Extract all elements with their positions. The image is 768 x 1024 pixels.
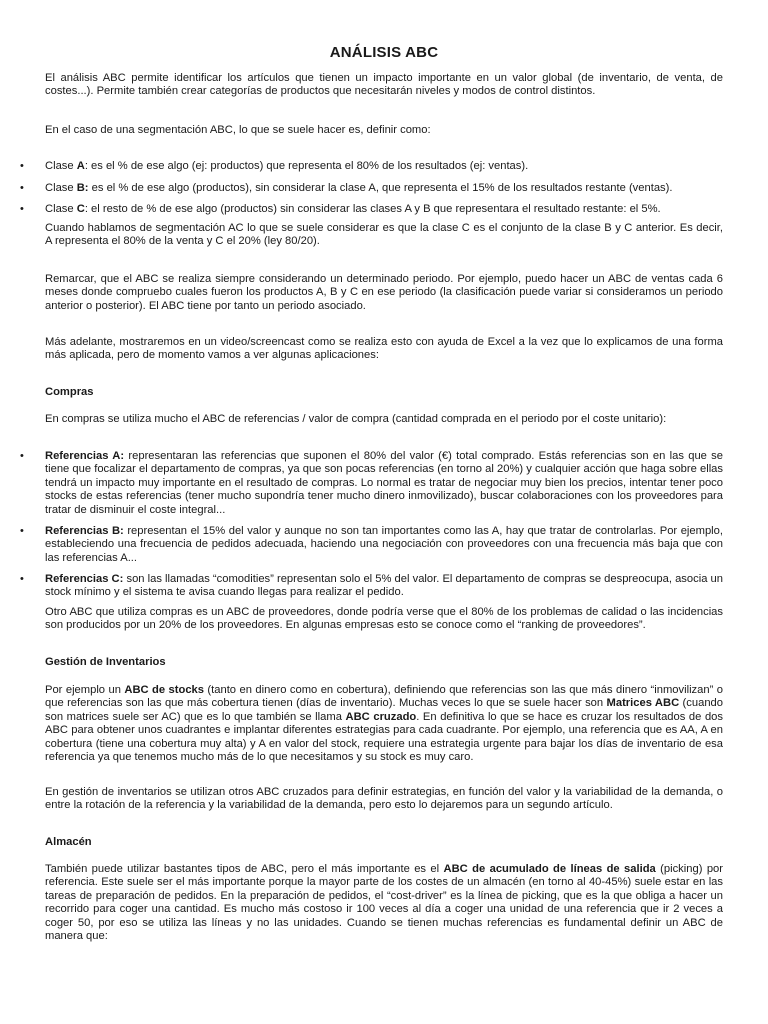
proveedores-paragraph: Otro ABC que utiliza compras es un ABC de proveedores, donde podría verse que el 80% de los problemas de calidad o las incidencias son producidos por un 20% de los proveedores. En algunas empresas esto se conoce como el “ranking de proveedores”. (45, 606, 723, 632)
stocks-text-4: . En definitiva lo que se hace es cruzar los resultados de dos ABC para obtener unos cuadrantes e implantar diferentes estrategias para cada cuadrante. Por ejemplo, una referencia que es AA, A en cobertura (tiene una cobertura muy alta) y A en valor del stock, requiere una estrategia urgente para bajar los días de inventario de esa referencia ya que tenemos mucho más de lo que necesitamos y su stock es muy caro. (45, 710, 723, 764)
clase-a-text: : es el % de ese algo (ej: productos) que representa el 80% de los resultados (ej: ventas). (84, 160, 529, 172)
cruzados-paragraph: En gestión de inventarios se utilizan otros ABC cruzados para definir estrategias, en función del valor y la variabilidad de la demanda, o entre la rotación de la referencia y la variabilidad de la demanda, pero esto lo dejaremos para un segundo artículo. (45, 786, 723, 812)
almacen-paragraph (45, 863, 723, 943)
video-paragraph: Más adelante, mostraremos en un video/screencast como se realiza esto con ayuda de Excel a la vez que lo explicamos de una forma más aplicada, pero de momento vamos a ver algunas aplicaciones: (45, 336, 723, 362)
bullet-icon: • (20, 182, 24, 194)
matrices-abc-term: Matrices ABC (606, 697, 680, 710)
referencias-c-item (45, 573, 723, 600)
abc-stocks-term: ABC de stocks (124, 684, 204, 696)
clase-b-prefix: Clase (45, 182, 77, 194)
section-heading-gestion-inventarios: Gestión de Inventarios (45, 656, 166, 668)
clase-b-item (45, 182, 723, 195)
segmentacion-ac-paragraph: Cuando hablamos de segmentación AC lo que se suele considerar es que la clase C es el conjunto de la clase B y C anterior. Es decir, A representa el 80% de la venta y C el 20% (ley 80/20). (45, 222, 723, 248)
clase-c-label: C (76, 203, 85, 215)
clase-b-text: es el % de ese algo (productos), sin considerar la clase A, que representa el 15% de los resultados restante (ventas). (88, 182, 673, 194)
bullet-icon: • (20, 525, 24, 537)
section-heading-almacen: Almacén (45, 836, 92, 848)
section-heading-compras: Compras (45, 386, 94, 398)
almacen-text-2: (picking) por referencia. Este suele ser el más importante porque la mayor parte de los costes de un almacén (en torno al 40-45%) suele estar en las tareas de preparación de pedidos. En la preparación de pedidos, el “cost-driver” es la línea de picking, que es la que obliga a hacer un recorrido para coger una cantidad. Es mucho más costoso ir 100 veces al día a coger una unidad de una referencia que ir 2 veces a coger 50, por eso se utiliza las líneas y no las unidades. Cuando se tienen muchas referencias es fundamental definir un ABC de manera que: (45, 863, 723, 943)
clase-c-prefix: Clase (45, 203, 77, 215)
clase-c-item (45, 203, 723, 216)
bullet-icon: • (20, 450, 24, 462)
document-title: ANÁLISIS ABC (329, 44, 439, 61)
compras-paragraph: En compras se utiliza mucho el ABC de referencias / valor de compra (cantidad comprada en el periodo por el coste unitario): (45, 413, 667, 425)
stocks-text-3: (cuando son matrices suele ser AC) que es lo que también se llama (45, 697, 723, 723)
stocks-text-1: Por ejemplo un (45, 684, 125, 696)
periodo-paragraph: Remarcar, que el ABC se realiza siempre considerando un determinado periodo. Por ejemplo, puedo hacer un ABC de ventas cada 6 meses donde compruebo cuales fueron los productos A, B y C en ese periodo (la clasificación puede variar si consideramos un periodo anterior o posterior). El ABC tiene por tanto un periodo asociado. (45, 273, 723, 312)
bullet-icon: • (20, 203, 24, 215)
referencias-b-text: representan el 15% del valor y aunque no son tan importantes como las A, hay que tratar de controlarlas. Por ejemplo, estableciendo una frecuencia de pedidos adecuada, haciendo una negociación con proveedores con una frecuencia más baja que con las referencias A... (45, 525, 723, 564)
abc-cruzado-term: ABC cruzado (345, 710, 417, 723)
referencias-a-text: representaran las referencias que suponen el 80% del valor (€) total comprado. Estás referencias son en las que se tiene que focalizar el departamento de compras, ya que son pocas referencias (en torno al 20%) y cualquier acción que haga sobre ellas tendrá un impacto muy importante en el resultado de compras. Lo normal es tratar de negociar muy bien los precios, intentar tener poco stocks de estas referencias (tener mucho supondría tener mucho dinero inmovilizado), buscar colaboraciones con los proveedores para tratar de disminuir el coste integral... (45, 450, 723, 516)
bullet-icon: • (20, 160, 24, 172)
referencias-a-item (45, 450, 723, 517)
stocks-text-2: (tanto en dinero como en cobertura), definiendo que referencias son las que más dinero “inmovilizan” o que referencias son las que más cobertura tienen (días de inventario). Muchas veces lo que se suele hacer son (45, 684, 723, 710)
clase-a-prefix: Clase (45, 160, 77, 172)
clase-c-text: : el resto de % de ese algo (productos) sin considerar las clases A y B que representara el resultado restante: el 5%. (84, 203, 661, 215)
referencias-b-label: Referencias B: (45, 525, 124, 537)
abc-lineas-salida-term: ABC de acumulado de líneas de salida (443, 863, 656, 875)
segmentation-paragraph: En el caso de una segmentación ABC, lo que se suele hacer es, definir como: (45, 124, 431, 136)
clase-b-label: B: (76, 182, 89, 194)
referencias-c-text: son las llamadas “comodities” representan solo el 5% del valor. El departamento de compras se despreocupa, asocia un stock mínimo y el sistema te avisa cuando llegas para realizar el pedido. (45, 573, 723, 599)
referencias-a-label: Referencias A: (45, 450, 125, 462)
intro-paragraph: El análisis ABC permite identificar los artículos que tienen un impacto importante en un valor global (de inventario, de venta, de costes...). Permite también crear categorías de productos que necesitarán niveles y modos de control distintos. (45, 72, 723, 98)
referencias-c-label: Referencias C: (45, 573, 124, 585)
referencias-b-item (45, 525, 723, 565)
clase-a-item (45, 160, 723, 173)
clase-a-label: A (76, 160, 85, 172)
stocks-paragraph (45, 684, 723, 764)
bullet-icon: • (20, 573, 24, 585)
almacen-text-1: También puede utilizar bastantes tipos de ABC, pero el más importante es el (45, 863, 444, 875)
